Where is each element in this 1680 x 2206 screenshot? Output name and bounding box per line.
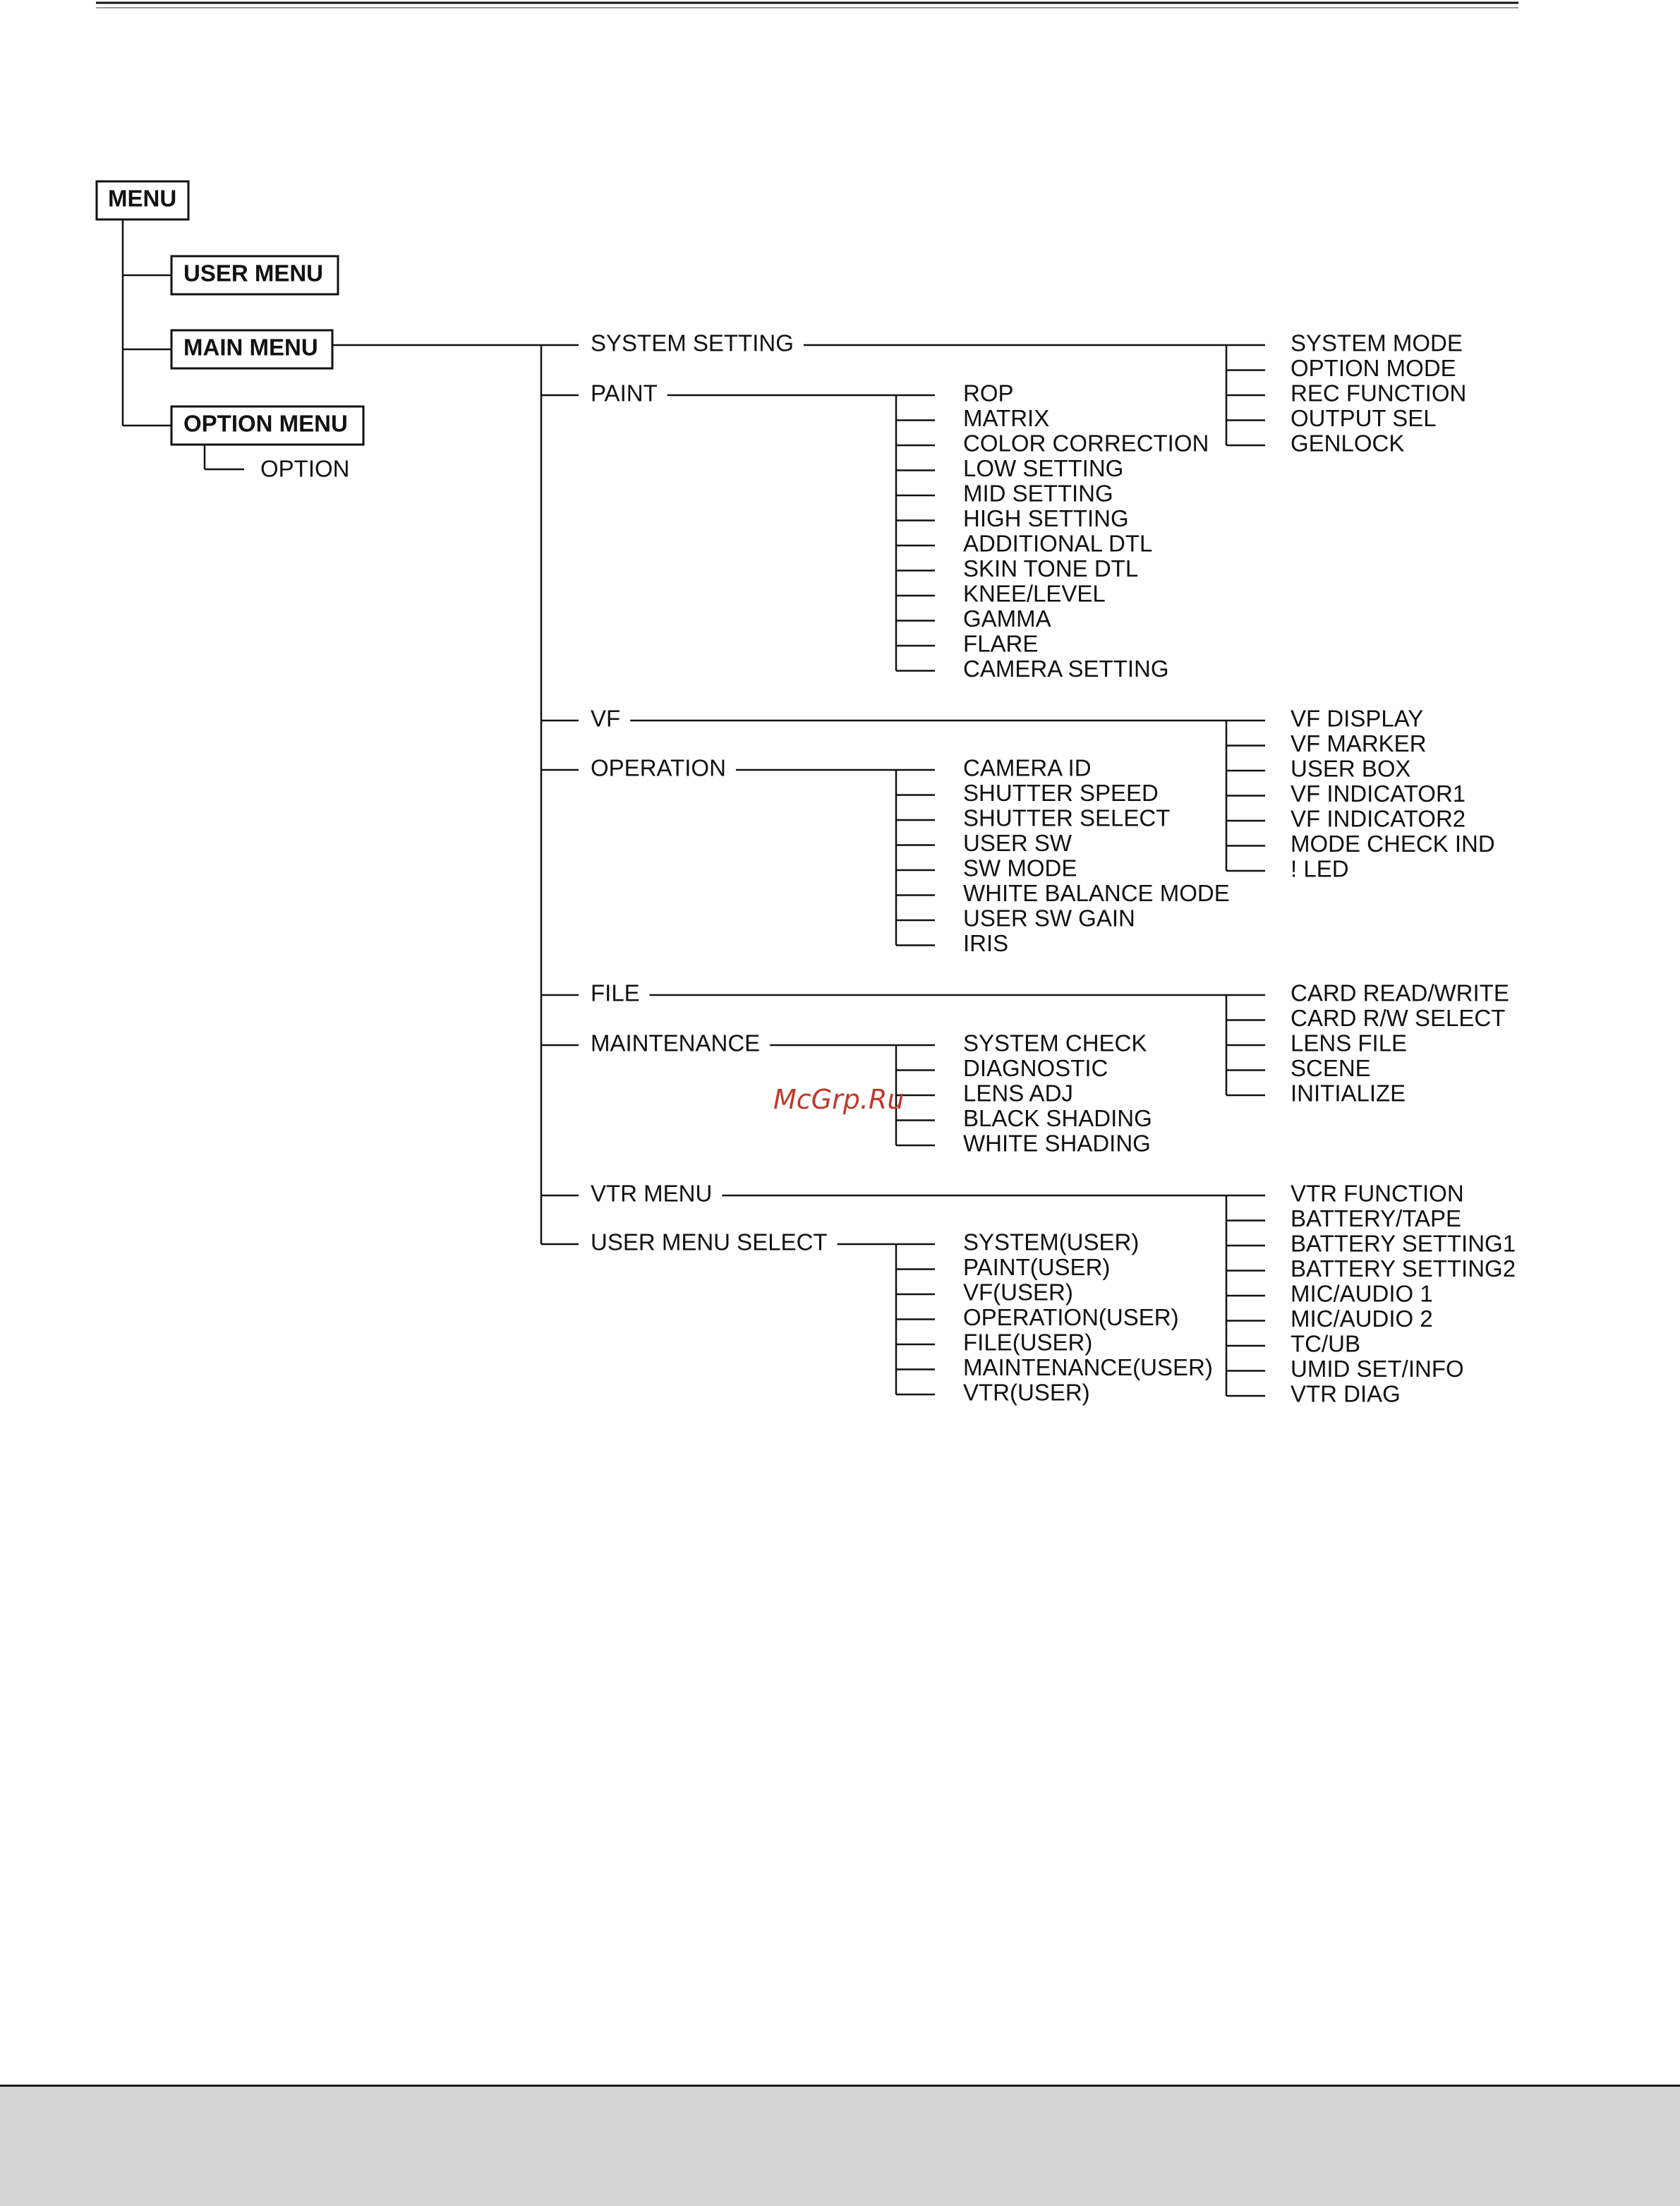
section-label-vf: VF (591, 705, 621, 732)
section-label-paint: PAINT (591, 380, 658, 406)
item-label-card-r-w-select: CARD R/W SELECT (1291, 1005, 1506, 1032)
top-menu-label-option-menu: OPTION MENU (183, 410, 348, 437)
item-label-option-mode: OPTION MODE (1291, 355, 1456, 382)
item-label-black-shading: BLACK SHADING (963, 1105, 1152, 1132)
item-label-color-correction: COLOR CORRECTION (963, 430, 1209, 457)
item-label-sw-mode: SW MODE (963, 855, 1077, 881)
item-label-mic-audio-1: MIC/AUDIO 1 (1291, 1280, 1433, 1307)
item-label-rop: ROP (963, 380, 1014, 406)
item-label-battery-setting2: BATTERY SETTING2 (1291, 1255, 1516, 1282)
item-label-flare: FLARE (963, 630, 1039, 657)
item-label-additional-dtl: ADDITIONAL DTL (963, 530, 1153, 557)
item-label-genlock: GENLOCK (1291, 430, 1405, 457)
item-label-mic-audio-2: MIC/AUDIO 2 (1291, 1306, 1433, 1332)
item-label-lens-adj: LENS ADJ (963, 1080, 1073, 1107)
item-label-mid-setting: MID SETTING (963, 480, 1113, 507)
item-label-iris: IRIS (963, 930, 1009, 957)
item-label-led: ! LED (1291, 855, 1349, 882)
section-label-system-setting: SYSTEM SETTING (591, 330, 794, 356)
item-label-low-setting: LOW SETTING (963, 455, 1124, 482)
item-label-scene: SCENE (1291, 1055, 1371, 1082)
item-label-vf-display: VF DISPLAY (1291, 705, 1424, 732)
item-label-user-sw: USER SW (963, 830, 1072, 857)
item-label-knee-level: KNEE/LEVEL (963, 580, 1106, 607)
item-label-camera-id: CAMERA ID (963, 754, 1092, 781)
item-label-gamma: GAMMA (963, 605, 1051, 632)
section-label-file: FILE (591, 980, 640, 1006)
top-menu-label-user-menu: USER MENU (183, 260, 324, 287)
item-label-card-read-write: CARD READ/WRITE (1291, 980, 1509, 1006)
item-label-matrix: MATRIX (963, 405, 1050, 432)
item-label-battery-tape: BATTERY/TAPE (1291, 1205, 1462, 1232)
item-label-high-setting: HIGH SETTING (963, 505, 1129, 532)
item-label-system-check: SYSTEM CHECK (963, 1030, 1147, 1056)
item-label-user-box: USER BOX (1291, 755, 1411, 782)
item-label-mode-check-ind: MODE CHECK IND (1291, 831, 1495, 857)
item-label-skin-tone-dtl: SKIN TONE DTL (963, 555, 1139, 582)
item-label-rec-function: REC FUNCTION (1291, 380, 1467, 406)
section-label-maintenance: MAINTENANCE (591, 1030, 761, 1056)
item-label-umid-set-info: UMID SET/INFO (1291, 1356, 1464, 1382)
item-label-camera-setting: CAMERA SETTING (963, 656, 1169, 682)
item-label-system-mode: SYSTEM MODE (1291, 330, 1463, 356)
item-label-battery-setting1: BATTERY SETTING1 (1291, 1230, 1516, 1257)
item-label-initialize: INITIALIZE (1291, 1080, 1406, 1107)
section-label-user-menu-select: USER MENU SELECT (591, 1229, 828, 1255)
section-label-operation: OPERATION (591, 754, 726, 781)
menu-root-label: MENU (108, 185, 177, 212)
item-label-operation-user: OPERATION(USER) (963, 1304, 1179, 1331)
item-label-white-balance-mode: WHITE BALANCE MODE (963, 880, 1230, 907)
item-label-white-shading: WHITE SHADING (963, 1130, 1151, 1157)
item-label-vf-indicator2: VF INDICATOR2 (1291, 805, 1466, 832)
item-label-shutter-select: SHUTTER SELECT (963, 804, 1171, 831)
item-label-system-user: SYSTEM(USER) (963, 1229, 1140, 1255)
option-menu-item-label: OPTION (260, 455, 350, 482)
item-label-output-sel: OUTPUT SEL (1291, 405, 1437, 432)
item-label-vf-indicator1: VF INDICATOR1 (1291, 780, 1466, 807)
item-label-vtr-function: VTR FUNCTION (1291, 1180, 1464, 1207)
item-label-vf-marker: VF MARKER (1291, 730, 1427, 757)
item-label-lens-file: LENS FILE (1291, 1030, 1408, 1056)
section-label-vtr-menu: VTR MENU (591, 1180, 713, 1207)
item-label-vf-user: VF(USER) (963, 1279, 1073, 1306)
item-label-vtr-diag: VTR DIAG (1291, 1380, 1401, 1407)
item-label-file-user: FILE(USER) (963, 1329, 1093, 1356)
item-label-shutter-speed: SHUTTER SPEED (963, 780, 1159, 807)
watermark: McGrp.Ru (773, 1084, 905, 1115)
item-label-maintenance-user: MAINTENANCE(USER) (963, 1354, 1213, 1381)
item-label-diagnostic: DIAGNOSTIC (963, 1055, 1108, 1082)
top-menu-label-main-menu: MAIN MENU (183, 334, 318, 361)
item-label-user-sw-gain: USER SW GAIN (963, 905, 1135, 932)
footer-band (0, 2085, 1680, 2206)
item-label-paint-user: PAINT(USER) (963, 1254, 1111, 1281)
item-label-vtr-user: VTR(USER) (963, 1379, 1090, 1406)
item-label-tc-ub: TC/UB (1291, 1330, 1360, 1357)
